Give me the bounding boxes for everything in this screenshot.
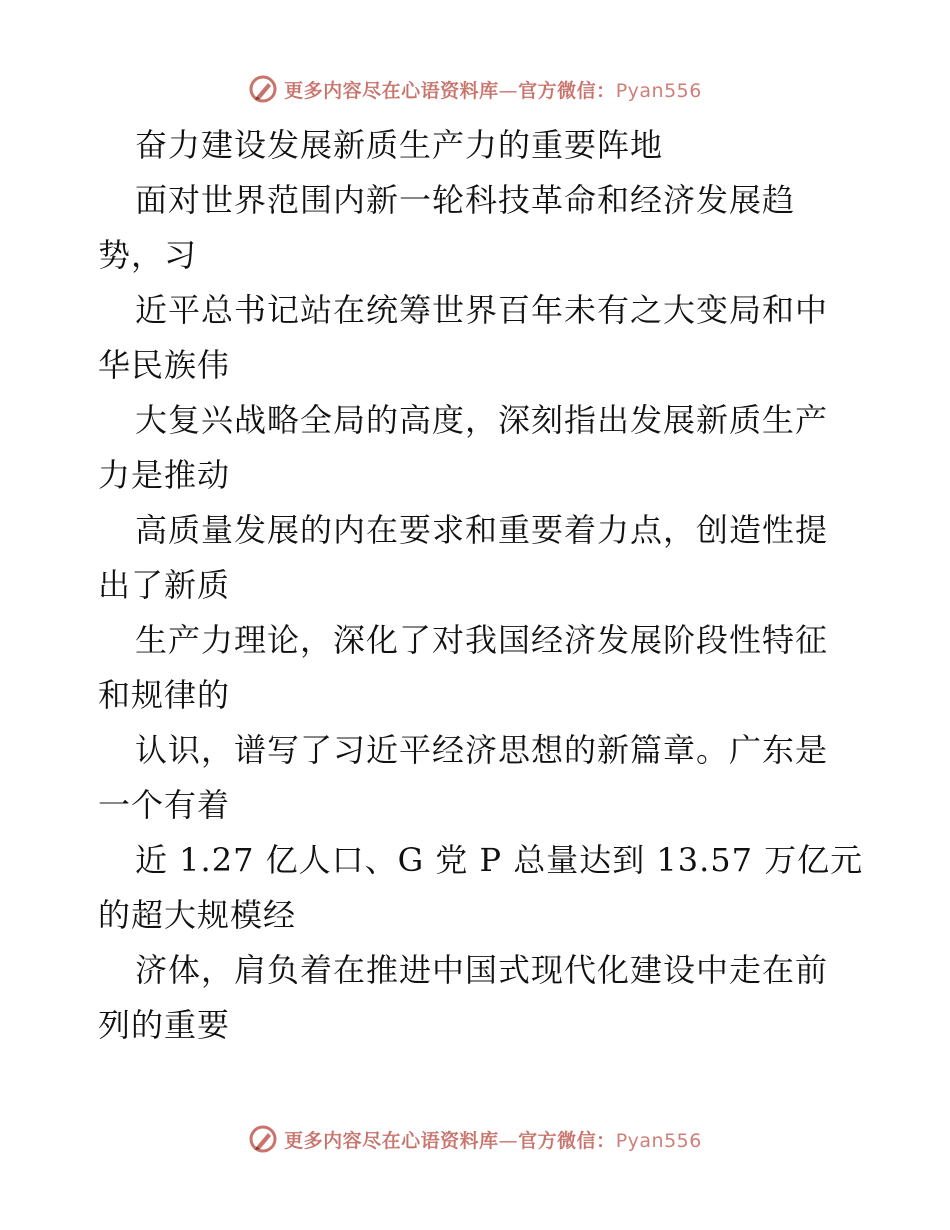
document-body — [98, 118, 864, 1053]
text-line: 认识，谱写了习近平经济思想的新篇章。广东是 — [135, 731, 829, 769]
text-line: 华民族伟 — [98, 346, 231, 384]
banner-label: 官方微信： — [518, 79, 616, 102]
banner-title: 更多内容尽在心语资料库 — [284, 1129, 499, 1152]
header-banner — [0, 72, 950, 106]
text-line: 势，习 — [98, 236, 198, 274]
text-line: 和规律的 — [98, 676, 231, 714]
text-line: 济体，肩负着在推进中国式现代化建设中走在前 — [135, 951, 829, 989]
text-line: 力是推动 — [98, 456, 231, 494]
banner-text — [284, 1126, 702, 1153]
text-line: 近平总书记站在统筹世界百年未有之大变局和中 — [135, 291, 829, 329]
pen-logo-icon — [248, 1124, 278, 1154]
text-line: 生产力理论，深化了对我国经济发展阶段性特征 — [135, 621, 829, 659]
banner-separator: — — [498, 1129, 519, 1152]
text-line: 的超大规模经 — [98, 896, 297, 934]
pen-logo-icon — [248, 74, 278, 104]
footer-banner — [0, 1122, 950, 1156]
banner-title: 更多内容尽在心语资料库 — [284, 79, 499, 102]
text-line: 近 1.27 亿人口、G 党 P 总量达到 13.57 万亿元 — [135, 841, 864, 879]
document-title: 奋力建设发展新质生产力的重要阵地 — [135, 126, 664, 164]
text-line: 面对世界范围内新一轮科技革命和经济发展趋 — [135, 181, 796, 219]
text-line: 出了新质 — [98, 566, 231, 604]
banner-text — [284, 76, 702, 103]
text-line: 大复兴战略全局的高度，深刻指出发展新质生产 — [135, 401, 829, 439]
text-line: 高质量发展的内在要求和重要着力点，创造性提 — [135, 511, 829, 549]
banner-wechat-id: Pyan556 — [615, 79, 702, 102]
banner-label: 官方微信： — [518, 1129, 616, 1152]
text-line: 一个有着 — [98, 786, 231, 824]
text-line: 列的重要 — [98, 1006, 231, 1044]
banner-wechat-id: Pyan556 — [615, 1129, 702, 1152]
banner-separator: — — [498, 79, 519, 102]
